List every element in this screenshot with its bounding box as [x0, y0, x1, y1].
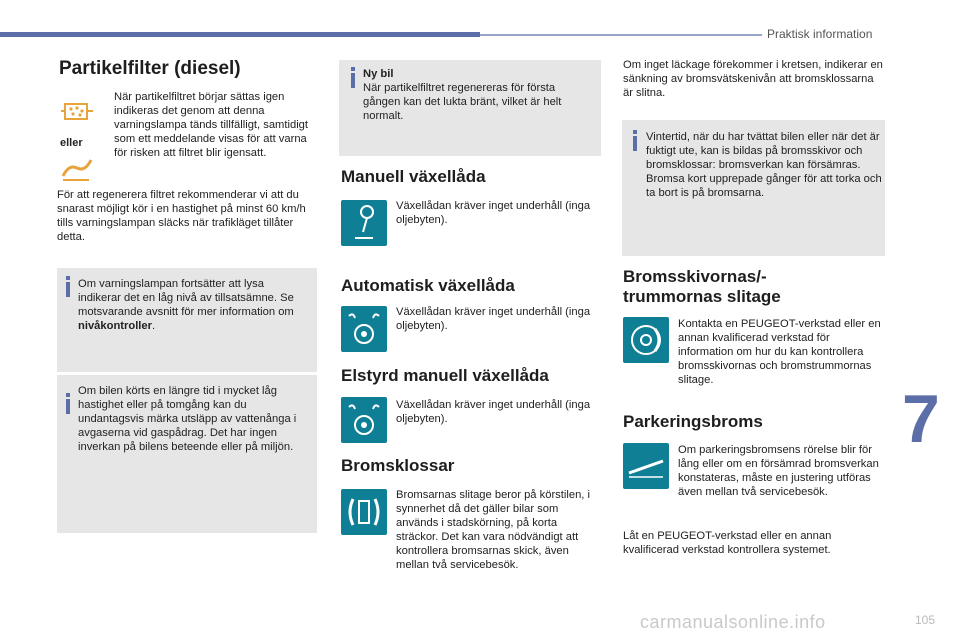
brake-fluid-text: Om inget läckage förekommer i kretsen, indikerar en sänkning av bromsvätskenivån att bromsklossarna är slitna. — [623, 59, 883, 99]
dpf-warning-icon — [59, 97, 95, 127]
gearbox-icon — [341, 306, 387, 352]
brake-discs-title: Bromsskivornas/- trummornas slitage — [623, 267, 781, 306]
gear-lever-icon — [341, 200, 387, 246]
or-label: eller — [60, 137, 83, 149]
section-header: Praktisk information — [767, 27, 873, 41]
brake-discs-text: Kontakta en PEUGEOT-verkstad eller en annan kvalificerad verkstad för information om hur du kan kontrollera bromsskivornas och bromstrummornas slitage. — [678, 318, 881, 386]
parking-brake-text: Om parkeringsbromsens rörelse blir för lång eller om en försämrad bromsverkan konstateras, måste en justering utföras även mellan två servicebesök. — [678, 444, 879, 498]
watermark: carmanualsonline.info — [640, 612, 826, 632]
manual-gearbox-text: Växellådan kräver inget underhåll (inga oljebyten). — [396, 200, 591, 226]
dpf-regen-text: För att regenerera filtret rekommenderar vi att du snarast möjligt kör i en hastighet på minst 60 km/h tills varningslampan släcks när trafikläget tillåter detta. — [57, 189, 306, 243]
dpf-warning-text: När partikelfiltret börjar sättas igen indikeras det genom att denna varningslampa tänds tillfälligt, samtidigt som ett meddelande visas för att varna för risken att filtret blir igensatt. — [114, 91, 309, 159]
brake-disc-icon — [623, 317, 669, 363]
dpf-title: Partikelfilter (diesel) — [59, 58, 241, 79]
fuel-additive-icon — [59, 154, 95, 184]
electric-gearbox-text: Växellådan kräver inget underhåll (inga oljebyten). — [396, 399, 591, 425]
brake-pads-text: Bromsarnas slitage beror på körstilen, i synnerhet då det gäller bilar som används i stadskörning, på korta sträckor. Det kan vara nödvändigt att kontrollera bromsarnas skick, även mellan två servicebesök. — [396, 489, 591, 571]
info-vapour-text: Om bilen körts en längre tid i mycket låg hastighet eller på tomgång kan du undantagsvis märka utsläpp av vattenånga i avgaserna vid gaspådrag. Det har ingen inverkan på bilens beteende eller på miljön. — [78, 385, 297, 453]
info-icon — [351, 67, 355, 88]
info-icon — [633, 130, 637, 151]
auto-gearbox-text: Växellådan kräver inget underhåll (inga oljebyten). — [396, 306, 591, 332]
brake-pads-icon — [341, 489, 387, 535]
manual-gearbox-title: Manuell växellåda — [341, 167, 486, 186]
parking-brake-icon — [623, 443, 669, 489]
header-bar-thin — [480, 34, 762, 36]
auto-gearbox-title: Automatisk växellåda — [341, 276, 515, 295]
ice-text: Vintertid, när du har tvättat bilen eller när det är fuktigt ute, kan is bildas på bromsskivor och bromsklossar: bromsverkan kan försämras. Bromsa kort upprepade gånger för att torka och ta bort is på bromsarna. — [646, 131, 882, 199]
header-bar — [0, 32, 480, 37]
chapter-number: 7 — [902, 381, 940, 457]
info-icon — [66, 393, 70, 414]
newcar-text: När partikelfiltret regenereras för första gången kan det lukta bränt, vilket är helt normalt. — [363, 82, 562, 122]
info-additive-text: Om varningslampan fortsätter att lysa indikerar det en låg nivå av tillsatsämne. Se motsvarande avsnitt för mer information om nivåkontroller. — [78, 278, 294, 332]
newcar-title: Ny bil — [363, 68, 394, 80]
info-icon — [66, 276, 70, 297]
gearbox-icon — [341, 397, 387, 443]
electric-gearbox-title: Elstyrd manuell växellåda — [341, 366, 549, 385]
brake-pads-title: Bromsklossar — [341, 456, 455, 475]
parking-brake-text-2: Låt en PEUGEOT-verkstad eller en annan kvalificerad verkstad kontrollera systemet. — [623, 530, 832, 556]
parking-brake-title: Parkeringsbroms — [623, 412, 763, 431]
page-number: 105 — [915, 613, 936, 627]
